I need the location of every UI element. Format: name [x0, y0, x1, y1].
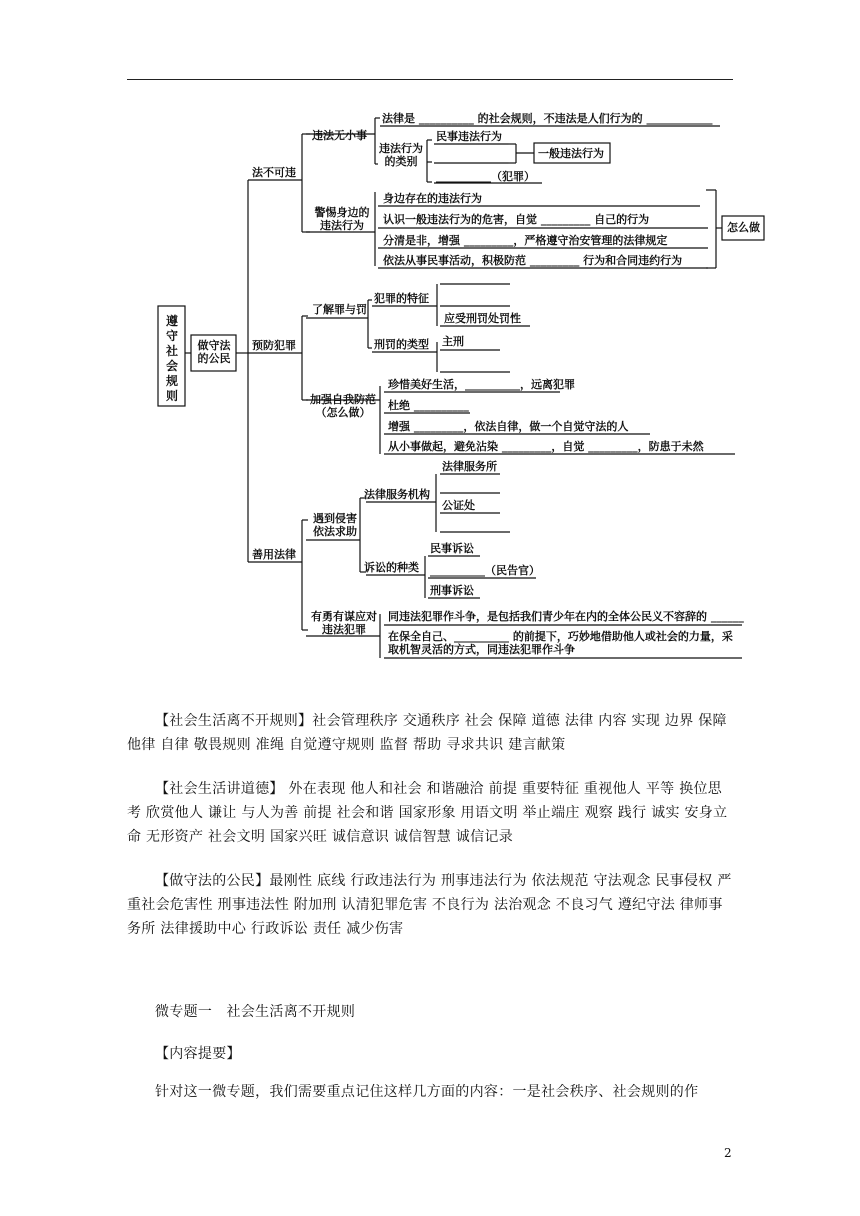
branch-law-inviolable: 法不可违 — [252, 166, 296, 179]
protect-item-2: 杜绝 __________ — [388, 399, 469, 412]
node-self-protection: 加强自我防范（怎么做） — [310, 393, 376, 419]
civil-violation: 民事违法行为 — [436, 130, 502, 143]
violation-item-2: 认识一般违法行为的危害，自觉 _________ 自己的行为 — [383, 213, 650, 226]
org-notary: 公证处 — [442, 499, 475, 512]
violation-item-4: 依法从事民事活动，积极防范 _________ 行为和合同违约行为 — [383, 254, 683, 267]
suit-administrative: __________（民告官） — [430, 564, 540, 577]
legal-service-orgs: 法律服务机构 — [364, 488, 430, 501]
node-law-abiding-citizen: 做守法的公民 — [197, 339, 231, 365]
org-legal-service-office: 法律服务所 — [442, 460, 497, 473]
paragraph-law-abiding: 【做守法的公民】最刚性 底线 行政违法行为 刑事违法行为 依法规范 守法观念 民事侵权 严重社会危害性 刑事违法性 附加刑 认清犯罪危害 不良行为 法治观念 不良习气 遵纪守法 律师事务所 法律援助中心 行政诉讼 责任 减少伤害 — [127, 873, 732, 937]
node-crime-punishment: 了解罪与罚 — [312, 303, 367, 316]
node-no-small-violation: 违法无小事 — [312, 129, 367, 142]
page-number: 2 — [724, 1146, 732, 1160]
node-watch-violations: 警惕身边的违法行为 — [314, 206, 370, 232]
protect-item-1: 珍惜美好生活，__________，远离犯罪 — [388, 378, 575, 391]
paragraph-rules: 【社会生活离不开规则】社会管理秩序 交通秩序 社会 保障 道德 法律 内容 实现 边界 保障 他律 自律 敬畏规则 准绳 自觉遵守规则 监督 帮助 寻求共识 建言献策 — [127, 713, 727, 753]
fight-item-1: 同违法犯罪作斗争，是包括我们青少年在内的全体公民义不容辞的 ______ — [388, 610, 744, 623]
crime-features: 犯罪的特征 — [374, 292, 429, 305]
section-title: 微专题一 社会生活离不开规则 — [155, 1004, 356, 1020]
how-to-box: 怎么做 — [727, 221, 760, 234]
branch-use-law: 善用法律 — [252, 548, 296, 561]
protect-item-3: 增强 _________，依法自律，做一个自觉守法的人 — [388, 420, 629, 433]
penalty-types: 刑罚的类型 — [374, 338, 429, 351]
section-heading: 【内容提要】 — [155, 1046, 241, 1062]
root-node: 遵守社会规则 — [165, 314, 178, 403]
suit-criminal: 刑事诉讼 — [430, 584, 474, 597]
lawsuit-types: 诉讼的种类 — [364, 561, 419, 574]
protect-item-4: 从小事做起，避免沾染 _________，自觉 _________，防患于未然 — [388, 440, 704, 453]
general-violation-box: 一般违法行为 — [538, 147, 604, 160]
law-definition-line: 法律是 __________ 的社会规则，不违法是人们行为的 ____________ — [382, 112, 713, 125]
paragraph-morality: 【社会生活讲道德】 外在表现 他人和社会 和谐融洽 前提 重要特征 重视他人 平等 换位思考 欣赏他人 谦让 与人为善 前提 社会和谐 国家形象 用语文明 举止端庄 观察 践行 诚实 安身立命 无形资产 社会文明 国家兴旺 诚信意识 诚信智慧 诚信记录 — [127, 781, 728, 845]
suit-civil: 民事诉讼 — [430, 542, 474, 555]
violation-item-3: 分清是非，增强 _________，严格遵守治安管理的法律规定 — [383, 234, 668, 247]
crime-feature-punishable: 应受刑罚处罚性 — [444, 312, 521, 325]
node-seek-legal-help: 遇到侵害依法求助 — [313, 512, 357, 538]
branch-prevent-crime: 预防犯罪 — [252, 339, 296, 352]
node-violation-types: 违法行为的类别 — [379, 142, 423, 168]
principal-penalty: 主刑 — [442, 335, 464, 348]
node-fight-crime: 有勇有谋应对违法犯罪 — [311, 610, 377, 636]
crime-blank: __________（犯罪） — [436, 170, 535, 183]
violation-item-1: 身边存在的违法行为 — [383, 192, 482, 205]
section-body: 针对这一微专题，我们需要重点记住这样几方面的内容：一是社会秩序、社会规则的作 — [155, 1084, 699, 1100]
fight-item-2: 在保全自己、__________ 的前提下，巧妙地借助他人或社会的力量，采取机智灵活的方式，同违法犯罪作斗争 — [388, 630, 733, 656]
